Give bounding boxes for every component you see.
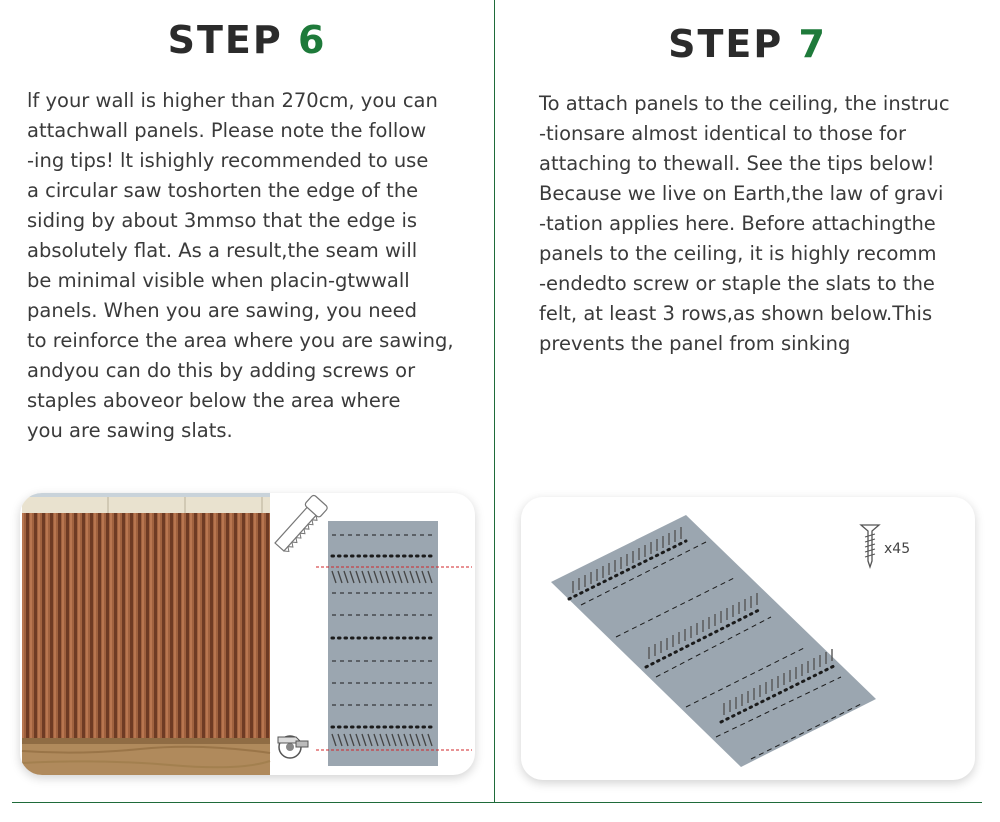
step-7-text — [539, 89, 950, 359]
step-7-line: attaching to thewall. See the tips below! — [539, 152, 935, 175]
step-6-line: panels. When you are sawing, you need — [27, 299, 417, 322]
step-7-line: To attach panels to the ceiling, the instruc — [539, 92, 950, 115]
step-7-line: -endedto screw or staple the slats to the — [539, 272, 935, 295]
step-7-label: STEP — [668, 22, 784, 66]
step-6-illustration — [20, 493, 475, 775]
step-6-line: siding by about 3mmso that the edge is — [27, 209, 418, 232]
hand-saw-icon — [272, 494, 328, 553]
column-divider — [494, 0, 495, 802]
step-7-line: -tionsare almost identical to those for — [539, 122, 906, 145]
step-6-line: andyou can do this by adding screws or — [27, 359, 416, 382]
step-7-illustration-card — [521, 497, 975, 780]
step-6-line: to reinforce the area where you are sawing, — [27, 329, 454, 352]
step-6-line: absolutely flat. As a result,the seam will — [27, 239, 418, 262]
step-6-number: 6 — [297, 18, 327, 62]
step-7-number: 7 — [798, 22, 827, 66]
step-7-line: felt, at least 3 rows,as shown below.This — [539, 302, 933, 325]
step-7-illustration — [521, 497, 975, 780]
screw-count-label: x45 — [884, 541, 911, 557]
bottom-divider — [12, 802, 982, 803]
step-7-title — [495, 22, 1000, 66]
step-6-label: STEP — [167, 18, 283, 62]
step-6-text — [27, 86, 454, 446]
step-6-line: you are sawing slats. — [27, 419, 233, 442]
step-6-illustration-card — [20, 493, 475, 775]
step-6-line: a circular saw toshorten the edge of the — [27, 179, 419, 202]
screw-icon — [861, 525, 879, 567]
wood-slat-wall-panel — [22, 493, 270, 775]
step-6-line: lf your wall is higher than 270cm, you can — [27, 89, 438, 112]
step-6-line: staples aboveor below the area where — [27, 389, 401, 412]
step-7-line: -tation applies here. Before attachingthe — [539, 212, 936, 235]
step-6-line: -ing tips! lt ishighly recommended to use — [27, 149, 429, 172]
step-7-line: panels to the ceiling, it is highly recomm — [539, 242, 937, 265]
felt-panel-with-screw-rows — [316, 521, 472, 766]
step-6-title — [0, 18, 494, 62]
step-6-line: be minimal visible when placin-gtwwall — [27, 269, 410, 292]
step-6-line: attachwall panels. Please note the follow — [27, 119, 427, 142]
step-7-line: Because we live on Earth,the law of gravi — [539, 182, 944, 205]
step-7-line: prevents the panel from sinking — [539, 332, 851, 355]
circular-saw-icon — [278, 736, 308, 758]
ceiling-felt-panel-with-three-screw-rows — [551, 515, 876, 767]
